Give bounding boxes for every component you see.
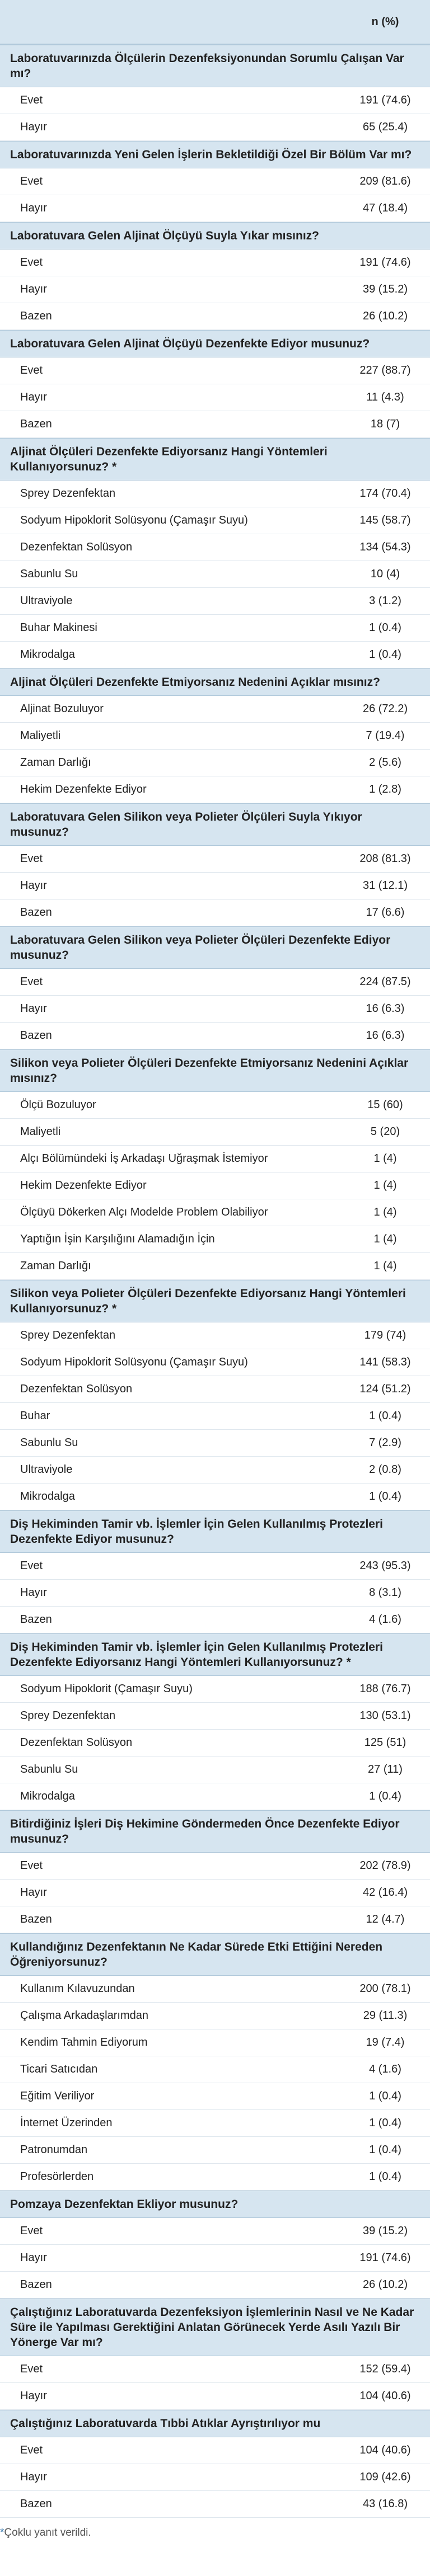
answer-count: 12 (4.7) xyxy=(366,1913,405,1925)
table-row xyxy=(0,776,430,803)
answer-label: Ölçüyü Dökerken Alçı Modelde Problem Olabiliyor xyxy=(20,1206,268,1218)
answer-label: Profesörlerden xyxy=(20,2170,94,2183)
answer-label: Evet xyxy=(20,1560,43,1572)
question-heading: Bitirdiğiniz İşleri Diş Hekimine Göndermeden Önce Dezenfekte Ediyor musunuz? xyxy=(0,1810,430,1853)
answer-count: 11 (4.3) xyxy=(366,391,404,403)
answer-count: 1 (0.4) xyxy=(369,2117,401,2129)
answer-label: Mikrodalga xyxy=(20,1490,75,1503)
answer-label: Mikrodalga xyxy=(20,1790,75,1802)
answer-count: 26 (10.2) xyxy=(362,2278,408,2291)
answer-label: Dezenfektan Solüsyon xyxy=(20,1383,133,1395)
table-row xyxy=(0,2083,430,2110)
answer-label: Sprey Dezenfektan xyxy=(20,487,116,500)
answer-label: Evet xyxy=(20,976,43,988)
answer-count: 16 (6.3) xyxy=(366,1002,405,1015)
answer-count: 188 (76.7) xyxy=(359,1683,411,1695)
answer-label: Sodyum Hipoklorit Solüsyonu (Çamaşır Suyu) xyxy=(20,1356,248,1368)
table-row xyxy=(0,750,430,776)
answer-count: 4 (1.6) xyxy=(369,1613,401,1626)
answer-label: Yaptığın İşin Karşılığını Alamadığın İçin xyxy=(20,1233,215,1245)
answer-count: 191 (74.6) xyxy=(359,94,411,106)
answer-label: Kendim Tahmin Ediyorum xyxy=(20,2036,148,2048)
answer-label: Zaman Darlığı xyxy=(20,1260,91,1272)
answer-label: Bazen xyxy=(20,1913,52,1925)
table-row xyxy=(0,2464,430,2491)
question-heading: Aljinat Ölçüleri Dezenfekte Etmiyorsanız Nedenini Açıklar mısınız? xyxy=(0,668,430,696)
question-heading: Pomzaya Dezenfektan Ekliyor musunuz? xyxy=(0,2191,430,2218)
table-row xyxy=(0,846,430,873)
answer-count: 31 (12.1) xyxy=(362,879,408,892)
answer-label: Sprey Dezenfektan xyxy=(20,1329,116,1341)
answer-count: 1 (4) xyxy=(373,1260,397,1272)
answer-label: Ticari Satıcıdan xyxy=(20,2063,98,2075)
answer-count: 202 (78.9) xyxy=(359,1859,411,1872)
table-row xyxy=(0,1430,430,1457)
answer-label: Bazen xyxy=(20,418,52,430)
answer-label: Patronumdan xyxy=(20,2144,88,2156)
answer-count: 5 (20) xyxy=(370,1125,400,1138)
answer-label: Hayır xyxy=(20,391,47,403)
table-row xyxy=(0,114,430,141)
answer-count: 19 (7.4) xyxy=(366,2036,405,2048)
answer-count: 17 (6.6) xyxy=(366,906,405,919)
answer-label: Ultraviyole xyxy=(20,595,73,607)
question-heading: Laboratuvara Gelen Aljinat Ölçüyü Dezenfekte Ediyor musunuz? xyxy=(0,330,430,357)
answer-count: 134 (54.3) xyxy=(359,541,411,553)
answer-label: Hayır xyxy=(20,202,47,214)
answer-count: 104 (40.6) xyxy=(359,2444,411,2456)
answer-count: 1 (0.4) xyxy=(369,621,401,634)
answer-label: Mikrodalga xyxy=(20,648,75,661)
table-row xyxy=(0,1199,430,1226)
answer-label: Hayır xyxy=(20,283,47,295)
table-row xyxy=(0,1172,430,1199)
answer-count: 16 (6.3) xyxy=(366,1029,405,1042)
question-heading: Kullandığınız Dezenfektanın Ne Kadar Sürede Etki Ettiğini Nereden Öğreniyorsunuz? xyxy=(0,1933,430,1976)
table-row xyxy=(0,1322,430,1349)
table-row xyxy=(0,1484,430,1510)
footnote-text: Çoklu yanıt verildi. xyxy=(4,2527,91,2539)
table-row xyxy=(0,411,430,438)
table-row xyxy=(0,1119,430,1146)
answer-count: 1 (0.4) xyxy=(369,2144,401,2156)
table-row xyxy=(0,1580,430,1607)
answer-count: 124 (51.2) xyxy=(359,1383,411,1395)
answer-count: 8 (3.1) xyxy=(369,1586,401,1599)
answer-count: 1 (0.4) xyxy=(369,648,401,661)
table-row xyxy=(0,2272,430,2299)
table-row xyxy=(0,168,430,195)
answer-label: Bazen xyxy=(20,1613,52,1626)
answer-count: 39 (15.2) xyxy=(362,283,408,295)
table-row xyxy=(0,1376,430,1403)
answer-label: Bazen xyxy=(20,2278,52,2291)
table-row xyxy=(0,2137,430,2164)
answer-count: 18 (7) xyxy=(370,418,400,430)
answer-count: 200 (78.1) xyxy=(359,1982,411,1995)
answer-label: Dezenfektan Solüsyon xyxy=(20,1736,133,1749)
answer-label: Evet xyxy=(20,364,43,376)
question-heading: Laboratuvara Gelen Silikon veya Polieter Ölçüleri Suyla Yıkıyor musunuz? xyxy=(0,803,430,846)
answer-label: Ölçü Bozuluyor xyxy=(20,1099,96,1111)
answer-label: Hayır xyxy=(20,2252,47,2264)
table-row xyxy=(0,2164,430,2191)
table-body xyxy=(0,45,430,2518)
table-header xyxy=(0,0,430,45)
answer-label: Sodyum Hipoklorit Solüsyonu (Çamaşır Suyu) xyxy=(20,514,248,526)
table-row xyxy=(0,1349,430,1376)
table-row xyxy=(0,384,430,411)
answer-count: 130 (53.1) xyxy=(359,1710,411,1722)
table-row xyxy=(0,723,430,750)
table-row xyxy=(0,1023,430,1049)
answer-label: Buhar xyxy=(20,1410,50,1422)
table-row xyxy=(0,195,430,222)
question-heading: Diş Hekiminden Tamir vb. İşlemler İçin Gelen Kullanılmış Protezleri Dezenfekte Ediyorsanız Hangi Yöntemleri Kullanıyorsunuz? * xyxy=(0,1633,430,1676)
answer-count: 1 (4) xyxy=(373,1152,397,1165)
table-row xyxy=(0,1676,430,1703)
question-heading: Silikon veya Polieter Ölçüleri Dezenfekte Etmiyorsanız Nedenini Açıklar mısınız? xyxy=(0,1049,430,1092)
table-row xyxy=(0,1756,430,1783)
answer-label: Sabunlu Su xyxy=(20,1437,78,1449)
answer-label: Hekim Dezenfekte Ediyor xyxy=(20,783,147,795)
question-heading: Çalıştığınız Laboratuvarda Tıbbi Atıklar Ayrıştırılıyor mu xyxy=(0,2410,430,2437)
answer-count: 152 (59.4) xyxy=(359,2363,411,2375)
table-row xyxy=(0,900,430,926)
question-heading: Laboratuvarınızda Ölçülerin Dezenfeksiyonundan Sorumlu Çalışan Var mı? xyxy=(0,45,430,87)
table-row xyxy=(0,1976,430,2003)
table-row xyxy=(0,2056,430,2083)
answer-count: 2 (0.8) xyxy=(369,1463,401,1476)
answer-label: Maliyetli xyxy=(20,1125,61,1138)
answer-label: Bazen xyxy=(20,1029,52,1042)
answer-count: 2 (5.6) xyxy=(369,756,401,769)
answer-count: 1 (2.8) xyxy=(369,783,401,795)
answer-label: Hayır xyxy=(20,1886,47,1899)
question-heading: Laboratuvara Gelen Aljinat Ölçüyü Suyla Yıkar mısınız? xyxy=(0,222,430,249)
footnote xyxy=(0,2518,430,2539)
table-row xyxy=(0,1146,430,1172)
footnote-star: * xyxy=(0,2527,4,2539)
table-row xyxy=(0,2218,430,2245)
answer-count: 42 (16.4) xyxy=(362,1886,408,1899)
answer-count: 209 (81.6) xyxy=(359,175,411,187)
answer-label: Bazen xyxy=(20,906,52,919)
table-row xyxy=(0,87,430,114)
table-row xyxy=(0,2110,430,2137)
answer-label: Kullanım Kılavuzundan xyxy=(20,1982,135,1995)
table-row xyxy=(0,534,430,561)
table-row xyxy=(0,2245,430,2272)
answer-count: 39 (15.2) xyxy=(362,2225,408,2237)
answer-count: 3 (1.2) xyxy=(369,595,401,607)
table-row xyxy=(0,969,430,996)
answer-label: Evet xyxy=(20,853,43,865)
table-row xyxy=(0,1253,430,1280)
answer-label: Evet xyxy=(20,175,43,187)
answer-label: Hayır xyxy=(20,1586,47,1599)
answer-label: Hayır xyxy=(20,1002,47,1015)
answer-count: 1 (0.4) xyxy=(369,1410,401,1422)
answer-count: 4 (1.6) xyxy=(369,2063,401,2075)
answer-label: Zaman Darlığı xyxy=(20,756,91,769)
answer-label: Alçı Bölümündeki İş Arkadaşı Uğraşmak İstemiyor xyxy=(20,1152,268,1165)
question-heading: Diş Hekiminden Tamir vb. İşlemler İçin Gelen Kullanılmış Protezleri Dezenfekte Ediyor musunuz? xyxy=(0,1510,430,1553)
table-row xyxy=(0,588,430,615)
question-heading: Çalıştığınız Laboratuvarda Dezenfeksiyon İşlemlerinin Nasıl ve Ne Kadar Süre ile Yapılması Gerektiğini Anlatan Görünecek Yerde Asılı Yazılı Bir Yönerge Var mı? xyxy=(0,2299,430,2356)
table-row xyxy=(0,2437,430,2464)
answer-count: 243 (95.3) xyxy=(359,1560,411,1572)
table-row xyxy=(0,1607,430,1633)
table-row xyxy=(0,1703,430,1730)
table-row xyxy=(0,1553,430,1580)
table-row xyxy=(0,1403,430,1430)
table-row xyxy=(0,2356,430,2383)
answer-label: Evet xyxy=(20,2225,43,2237)
table-row xyxy=(0,1880,430,1906)
table-row xyxy=(0,1226,430,1253)
question-heading: Laboratuvarınızda Yeni Gelen İşlerin Bekletildiği Özel Bir Bölüm Var mı? xyxy=(0,141,430,168)
answer-label: Eğitim Veriliyor xyxy=(20,2090,95,2102)
answer-label: Sodyum Hipoklorit (Çamaşır Suyu) xyxy=(20,1683,193,1695)
table-row xyxy=(0,1457,430,1484)
answer-count: 1 (0.4) xyxy=(369,1790,401,1802)
answer-label: Maliyetli xyxy=(20,729,61,742)
answer-count: 65 (25.4) xyxy=(362,121,408,133)
table-row xyxy=(0,996,430,1023)
answer-count: 104 (40.6) xyxy=(359,2390,411,2402)
table-row xyxy=(0,642,430,668)
answer-label: Dezenfektan Solüsyon xyxy=(20,541,133,553)
header-count-column: n (%) xyxy=(371,15,399,28)
answer-label: Bazen xyxy=(20,310,52,322)
answer-count: 191 (74.6) xyxy=(359,256,411,269)
answer-label: Hayır xyxy=(20,2471,47,2483)
table-row xyxy=(0,357,430,384)
answer-count: 174 (70.4) xyxy=(359,487,411,500)
answer-count: 26 (72.2) xyxy=(362,703,408,715)
answer-label: Evet xyxy=(20,1859,43,1872)
answer-label: Evet xyxy=(20,2363,43,2375)
answer-label: Evet xyxy=(20,94,43,106)
table-row xyxy=(0,561,430,588)
answer-label: Hayır xyxy=(20,121,47,133)
answer-count: 227 (88.7) xyxy=(359,364,411,376)
answer-count: 7 (2.9) xyxy=(369,1437,401,1449)
answer-count: 145 (58.7) xyxy=(359,514,411,526)
answer-label: Sabunlu Su xyxy=(20,1763,78,1776)
answer-count: 1 (4) xyxy=(373,1233,397,1245)
table-row xyxy=(0,1730,430,1756)
answer-count: 1 (0.4) xyxy=(369,2170,401,2183)
table-row xyxy=(0,1783,430,1810)
answer-count: 224 (87.5) xyxy=(359,976,411,988)
table-row xyxy=(0,303,430,330)
answer-label: Sprey Dezenfektan xyxy=(20,1710,116,1722)
answer-label: Buhar Makinesi xyxy=(20,621,97,634)
answer-count: 15 (60) xyxy=(367,1099,403,1111)
answer-count: 27 (11) xyxy=(368,1763,403,1776)
answer-label: Hayır xyxy=(20,2390,47,2402)
table-row xyxy=(0,2003,430,2029)
table-row xyxy=(0,2491,430,2518)
table-row xyxy=(0,1906,430,1933)
table-row xyxy=(0,507,430,534)
table-row xyxy=(0,2383,430,2410)
answer-label: Çalışma Arkadaşlarımdan xyxy=(20,2009,148,2022)
answer-count: 1 (0.4) xyxy=(369,2090,401,2102)
table-row xyxy=(0,249,430,276)
answer-count: 1 (4) xyxy=(373,1179,397,1192)
answer-count: 179 (74) xyxy=(364,1329,406,1341)
table-row xyxy=(0,873,430,900)
answer-count: 47 (18.4) xyxy=(362,202,408,214)
answer-label: Evet xyxy=(20,256,43,269)
answer-label: Hayır xyxy=(20,879,47,892)
table-row xyxy=(0,2029,430,2056)
question-heading: Silikon veya Polieter Ölçüleri Dezenfekte Ediyorsanız Hangi Yöntemleri Kullanıyorsunuz? * xyxy=(0,1280,430,1322)
table-row xyxy=(0,615,430,642)
answer-label: Bazen xyxy=(20,2498,52,2510)
answer-count: 7 (19.4) xyxy=(366,729,405,742)
answer-label: Aljinat Bozuluyor xyxy=(20,703,104,715)
answer-label: Ultraviyole xyxy=(20,1463,73,1476)
answer-count: 1 (4) xyxy=(373,1206,397,1218)
answer-label: Sabunlu Su xyxy=(20,568,78,580)
answer-count: 10 (4) xyxy=(370,568,400,580)
answer-count: 125 (51) xyxy=(364,1736,406,1749)
table-row xyxy=(0,276,430,303)
question-heading: Laboratuvara Gelen Silikon veya Polieter Ölçüleri Dezenfekte Ediyor musunuz? xyxy=(0,926,430,969)
answer-count: 109 (42.6) xyxy=(359,2471,411,2483)
answer-label: Hekim Dezenfekte Ediyor xyxy=(20,1179,147,1192)
table-row xyxy=(0,481,430,507)
answer-count: 208 (81.3) xyxy=(359,853,411,865)
table-row xyxy=(0,696,430,723)
answer-count: 43 (16.8) xyxy=(362,2498,408,2510)
answer-label: İnternet Üzerinden xyxy=(20,2117,113,2129)
answer-count: 1 (0.4) xyxy=(369,1490,401,1503)
answer-label: Evet xyxy=(20,2444,43,2456)
answer-count: 191 (74.6) xyxy=(359,2252,411,2264)
table-row xyxy=(0,1092,430,1119)
answer-count: 141 (58.3) xyxy=(359,1356,411,1368)
answer-count: 26 (10.2) xyxy=(362,310,408,322)
table-row xyxy=(0,1853,430,1880)
answer-count: 29 (11.3) xyxy=(363,2009,408,2022)
question-heading: Aljinat Ölçüleri Dezenfekte Ediyorsanız Hangi Yöntemleri Kullanıyorsunuz? * xyxy=(0,438,430,481)
